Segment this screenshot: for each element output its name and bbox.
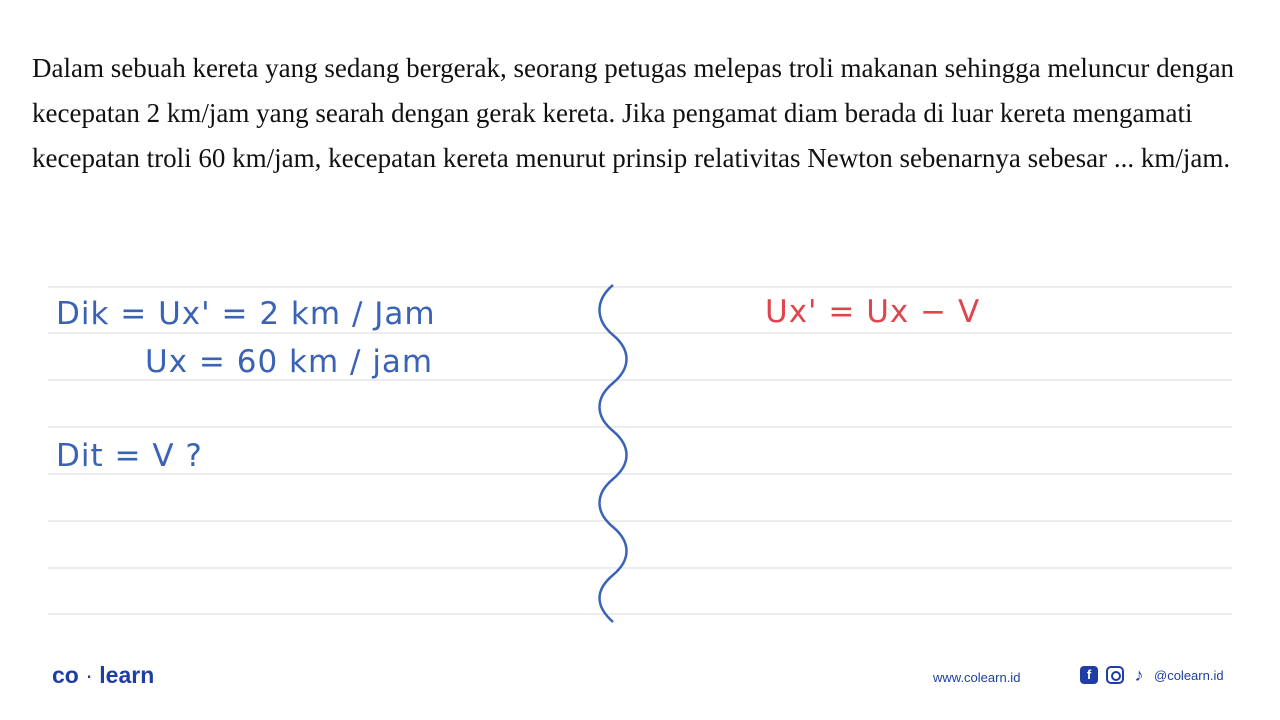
tiktok-icon[interactable]: ♪ xyxy=(1134,665,1144,685)
dit-line: Dit = V ? xyxy=(56,438,203,474)
website-link[interactable]: www.colearn.id xyxy=(933,670,1021,685)
colearn-logo xyxy=(52,662,154,689)
dik-line: Dik = Ux' = 2 km / Jam xyxy=(56,296,436,332)
brand-dot: · xyxy=(78,662,100,688)
problem-paragraph: Dalam sebuah kereta yang sedang bergerak, seorang petugas melepas troli makanan sehingga meluncur dengan kecepatan 2 km/jam yang searah dengan gerak kereta. Jika pengamat diam berada di luar kereta mengamati kecepatan troli 60 km/jam, kecepatan kereta menurut prinsip relativitas Newton sebenarnya sebesar ... km/jam. xyxy=(32,53,1235,173)
instagram-icon[interactable] xyxy=(1106,666,1124,684)
brand-learn: learn xyxy=(99,662,155,688)
formula-line: Ux' = Ux − V xyxy=(765,294,981,330)
brand-co: co xyxy=(52,662,79,688)
ux-line: Ux = 60 km / jam xyxy=(145,344,434,380)
wavy-divider xyxy=(600,285,627,622)
social-icons xyxy=(1080,666,1224,684)
facebook-icon[interactable]: f xyxy=(1080,666,1098,684)
footer xyxy=(0,640,1280,720)
social-handle[interactable]: @colearn.id xyxy=(1154,667,1224,683)
problem-text xyxy=(32,46,1257,181)
